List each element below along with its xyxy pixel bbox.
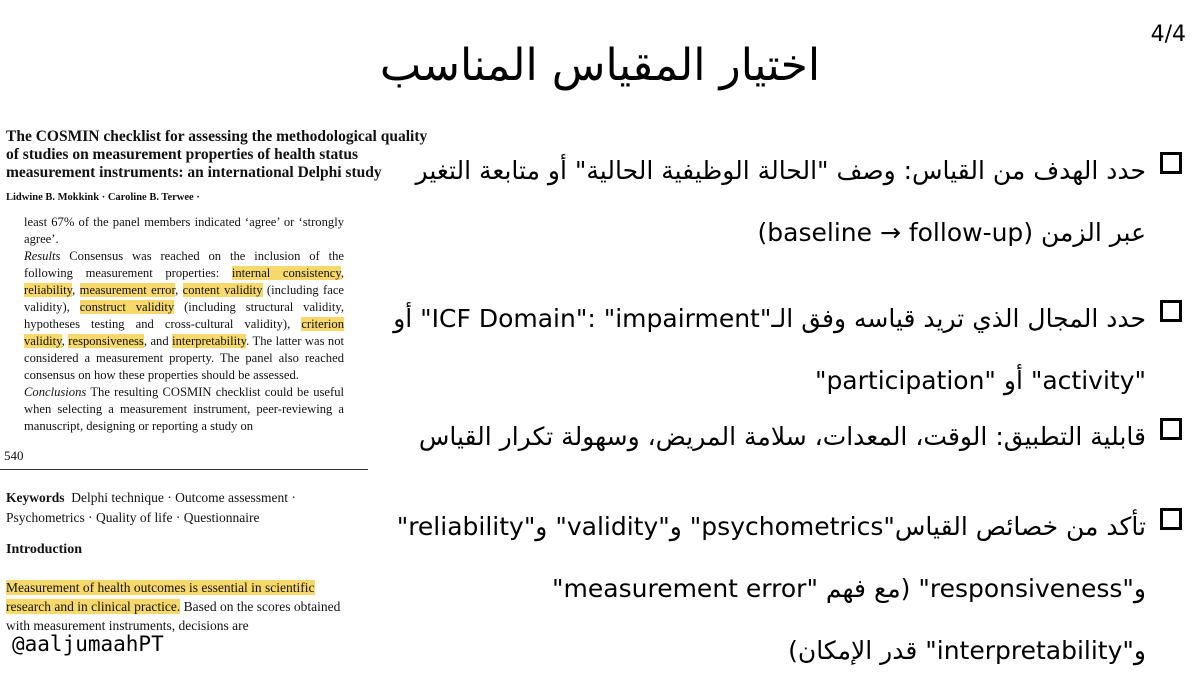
intro-paragraph (6, 578, 362, 635)
highlight-construct-validity: construct validity (79, 300, 175, 314)
highlight-responsiveness: responsiveness (68, 334, 144, 348)
checkbox-icon (1160, 418, 1182, 440)
paper-page-number: 540 (4, 448, 24, 463)
intro-heading: Introduction (6, 542, 82, 557)
structural-text: (including structural validity, hypotheses testing and cross-cultural validity), (24, 300, 344, 331)
bullet-psychometrics (392, 496, 1182, 682)
bullet-feasibility (392, 406, 1182, 468)
highlight-content-validity: content validity (182, 283, 263, 297)
abstract-lead: least 67% of the panel members indicated ‘agree’ or ‘strongly agree’. (24, 215, 344, 246)
intro-highlight: Measurement of health outcomes is essential in scientific research and in clinical practice. (6, 580, 315, 614)
highlight-interpretability: interpretability (172, 334, 247, 348)
face-validity-text: (including face validity), (24, 283, 345, 314)
highlight-criterion-validity: criterion validity (24, 317, 344, 348)
results-label: Results (24, 249, 61, 263)
paper-divider (0, 469, 368, 470)
results-intro: Consensus was reached on the inclusion of the following measurement properties: (24, 249, 344, 280)
and-text: and (150, 334, 169, 348)
highlight-measurement-error: measurement error (79, 283, 176, 297)
checkbox-icon (1160, 152, 1182, 174)
bullet-text: حدد المجال الذي تريد قياسه وفق الـ"ICF Domain": "impairment" أو "activity" أو "participation" (393, 304, 1146, 395)
highlight-reliability: reliability (24, 283, 73, 297)
keywords-text: Delphi technique · Outcome assessment · Psychometrics · Quality of life · Questionnaire (6, 490, 296, 525)
abstract-conclusions (24, 384, 344, 435)
checkbox-icon (1160, 300, 1182, 322)
paper-keywords (6, 488, 362, 528)
slide-title: اختيار المقياس المناسب (379, 40, 821, 91)
paper-authors: Lidwine B. Mokkink · Caroline B. Terwee · (6, 192, 200, 203)
conclusions-label: Conclusions (24, 385, 87, 399)
conclusions-text: The resulting COSMIN checklist could be useful when selecting a measurement instrument, peer-reviewing a manuscript, designing or reporting a study on (24, 385, 344, 433)
highlight-internal-consistency: internal consistency (231, 266, 341, 280)
paper-excerpt-image (0, 126, 428, 636)
slide-number: 4/4 (1150, 22, 1186, 47)
bullet-domain (392, 288, 1182, 412)
paper-abstract (24, 214, 344, 435)
results-tail: The latter was not considered a measurement property. The panel also reached consensus on how these properties should be assessed. (24, 334, 345, 382)
bullet-text: تأكد من خصائص القياس"psychometrics" و"validity" و"reliability" و"responsiveness" (مع فهم "measurement error" و"interpretability" قدر الإمكان) (396, 512, 1146, 665)
bullet-goal (392, 140, 1182, 264)
abstract-results: Results Consensus was reached on the inclusion of the following measurement properties: internal consistency, reliability, measurement error, content validity (including face validity), construct validity (including structural validity, hypotheses testing and cross-cultural validity), criterion validity, responsiveness, and interpretability. The latter was not considered a measurement property. The panel also reached consensus on how these properties should be assessed. (24, 249, 345, 382)
bullet-text: قابلية التطبيق: الوقت، المعدات، سلامة المريض، وسهولة تكرار القياس (418, 422, 1146, 451)
checkbox-icon (1160, 508, 1182, 530)
paper-title: The COSMIN checklist for assessing the methodological quality of studies on measurement properties of health status measurement instruments: an international Delphi study (6, 128, 428, 181)
intro-text: Based on the scores obtained with measurement instruments, decisions are (6, 599, 341, 633)
bullet-text: حدد الهدف من القياس: وصف "الحالة الوظيفية الحالية" أو متابعة التغير عبر الزمن (baseline → follow-up) (415, 156, 1146, 247)
author-handle: @aaljumaahPT (12, 632, 164, 656)
keywords-label: Keywords (6, 490, 65, 505)
